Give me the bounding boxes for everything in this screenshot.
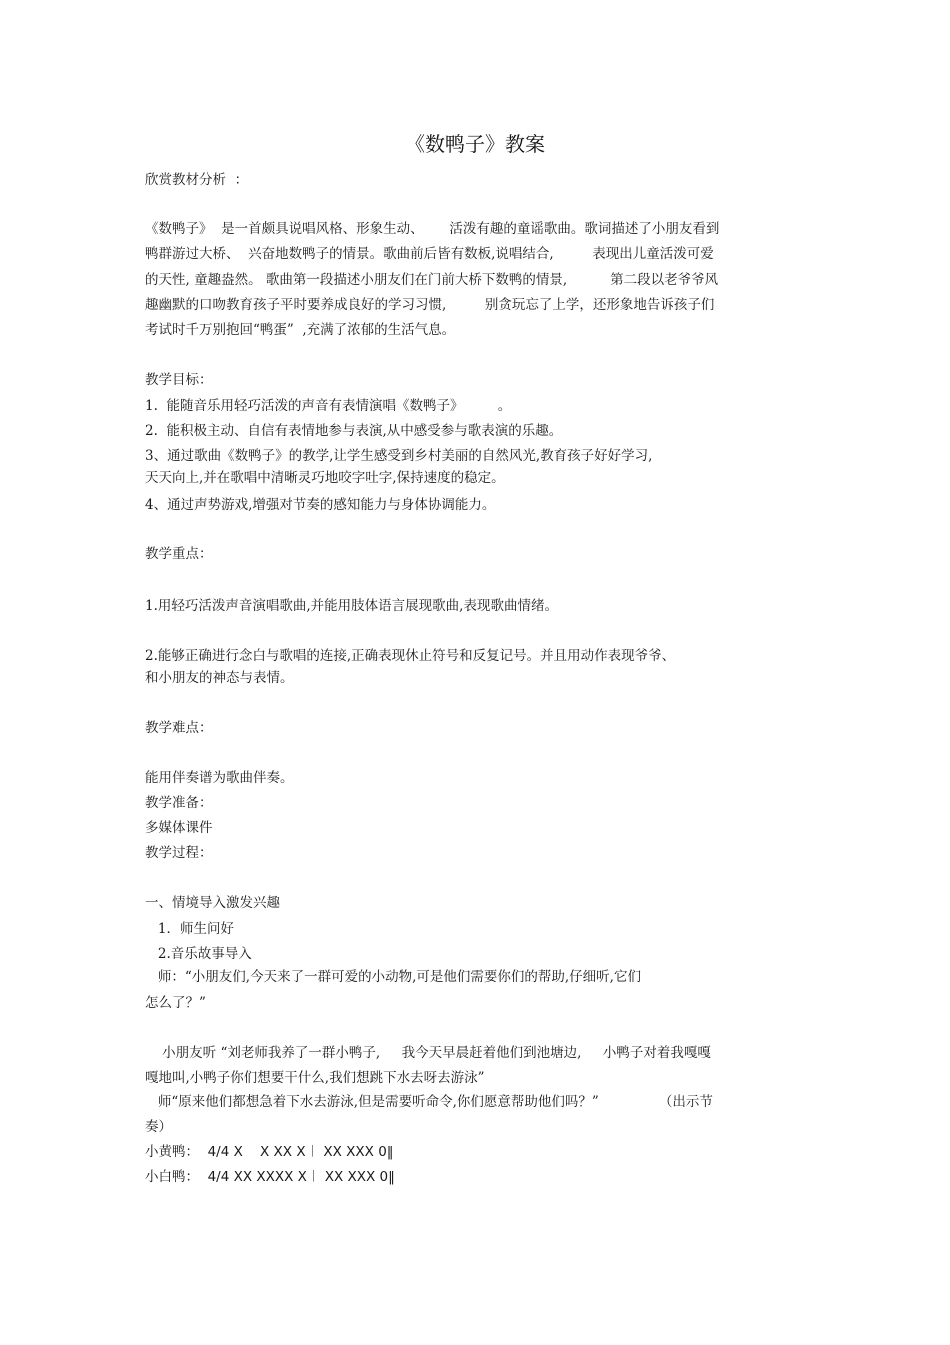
objective-item-continued: 天天向上,并在歌唱中清晰灵巧地咬字吐字,保持速度的稳定。 — [145, 470, 505, 486]
process-substep: 1．师生问好 — [145, 921, 234, 937]
process-substep: 2.音乐故事导入 — [145, 946, 252, 962]
difficulty-text: 能用伴奏谱为歌曲伴奏。 — [145, 770, 294, 786]
rhythm-line-white-duck: 小白鸭： 4/4 XX XXXX X︱ XX XXX 0‖ — [145, 1169, 395, 1185]
preparation-text: 多媒体课件 — [145, 820, 213, 836]
section-heading-preparation: 教学准备： — [145, 795, 213, 811]
analysis-paragraph-line: 考试时千万别抱回“鸭蛋” ,充满了浓郁的生活气息。 — [145, 322, 456, 338]
section-heading-key-points: 教学重点： — [145, 546, 213, 562]
key-point-item-continued: 和小朋友的神态与表情。 — [145, 670, 294, 686]
objective-item: 3、通过歌曲《数鸭子》的教学,让学生感受到乡村美丽的自然风光,教育孩子好好学习, — [145, 448, 653, 464]
analysis-paragraph-line: 《数鸭子》 是一首颇具说唱风格、形象生动、 活泼有趣的童谣歌曲。歌词描述了小朋友看到 — [145, 221, 720, 237]
document-title: 《数鸭子》教案 — [405, 132, 545, 156]
section-heading-analysis: 欣赏教材分析 ： — [145, 172, 249, 188]
section-heading-process: 教学过程： — [145, 845, 213, 861]
objective-item: 1. 能随音乐用轻巧活泼的声音有表情演唱《数鸭子》 。 — [145, 398, 512, 414]
analysis-paragraph-line: 鸭群游过大桥、 兴奋地数鸭子的情景。歌曲前后皆有数板,说唱结合, 表现出儿童活泼可爱 — [145, 246, 714, 262]
objective-item: 4、通过声势游戏,增强对节奏的感知能力与身体协调能力。 — [145, 497, 496, 513]
section-heading-objectives: 教学目标： — [145, 372, 213, 388]
story-dialogue-line: 小朋友听 “刘老师我养了一群小鸭子, 我今天早晨赶着他们到池塘边, 小鸭子对着我嘎嘎 — [145, 1045, 711, 1061]
story-dialogue-line: 嘎地叫,小鸭子你们想要干什么,我们想跳下水去呀去游泳” — [145, 1070, 485, 1086]
key-point-item: 1.用轻巧活泼声音演唱歌曲,并能用肢体语言展现歌曲,表现歌曲情绪。 — [145, 598, 558, 614]
teacher-dialogue-line: 怎么了？” — [145, 995, 206, 1011]
section-heading-difficulty: 教学难点： — [145, 720, 213, 736]
rhythm-line-yellow-duck: 小黄鸭： 4/4 X X XX X︱ XX XXX 0‖ — [145, 1144, 394, 1160]
objective-item: 2. 能积极主动、自信有表情地参与表演,从中感受参与歌表演的乐趣。 — [145, 423, 563, 439]
process-step-heading: 一、情境导入激发兴趣 — [145, 895, 280, 911]
teacher-dialogue-line: 师“原来他们都想急着下水去游泳,但是需要听命令,你们愿意帮助他们吗？” （出示节 — [145, 1094, 713, 1110]
analysis-paragraph-line: 的天性, 童趣盎然。 歌曲第一段描述小朋友们在门前大桥下数鸭的情景, 第二段以老爷爷风 — [145, 272, 719, 288]
teacher-dialogue-line: 奏） — [145, 1119, 172, 1135]
analysis-paragraph-line: 趣幽默的口吻教育孩子平时要养成良好的学习习惯, 别贪玩忘了上学，还形象地告诉孩子们 — [145, 297, 715, 313]
teacher-dialogue-line: 师：“小朋友们,今天来了一群可爱的小动物,可是他们需要你们的帮助,仔细听,它们 — [145, 969, 641, 985]
key-point-item: 2.能够正确进行念白与歌唱的连接,正确表现休止符号和反复记号。并且用动作表现爷爷、 — [145, 648, 676, 664]
